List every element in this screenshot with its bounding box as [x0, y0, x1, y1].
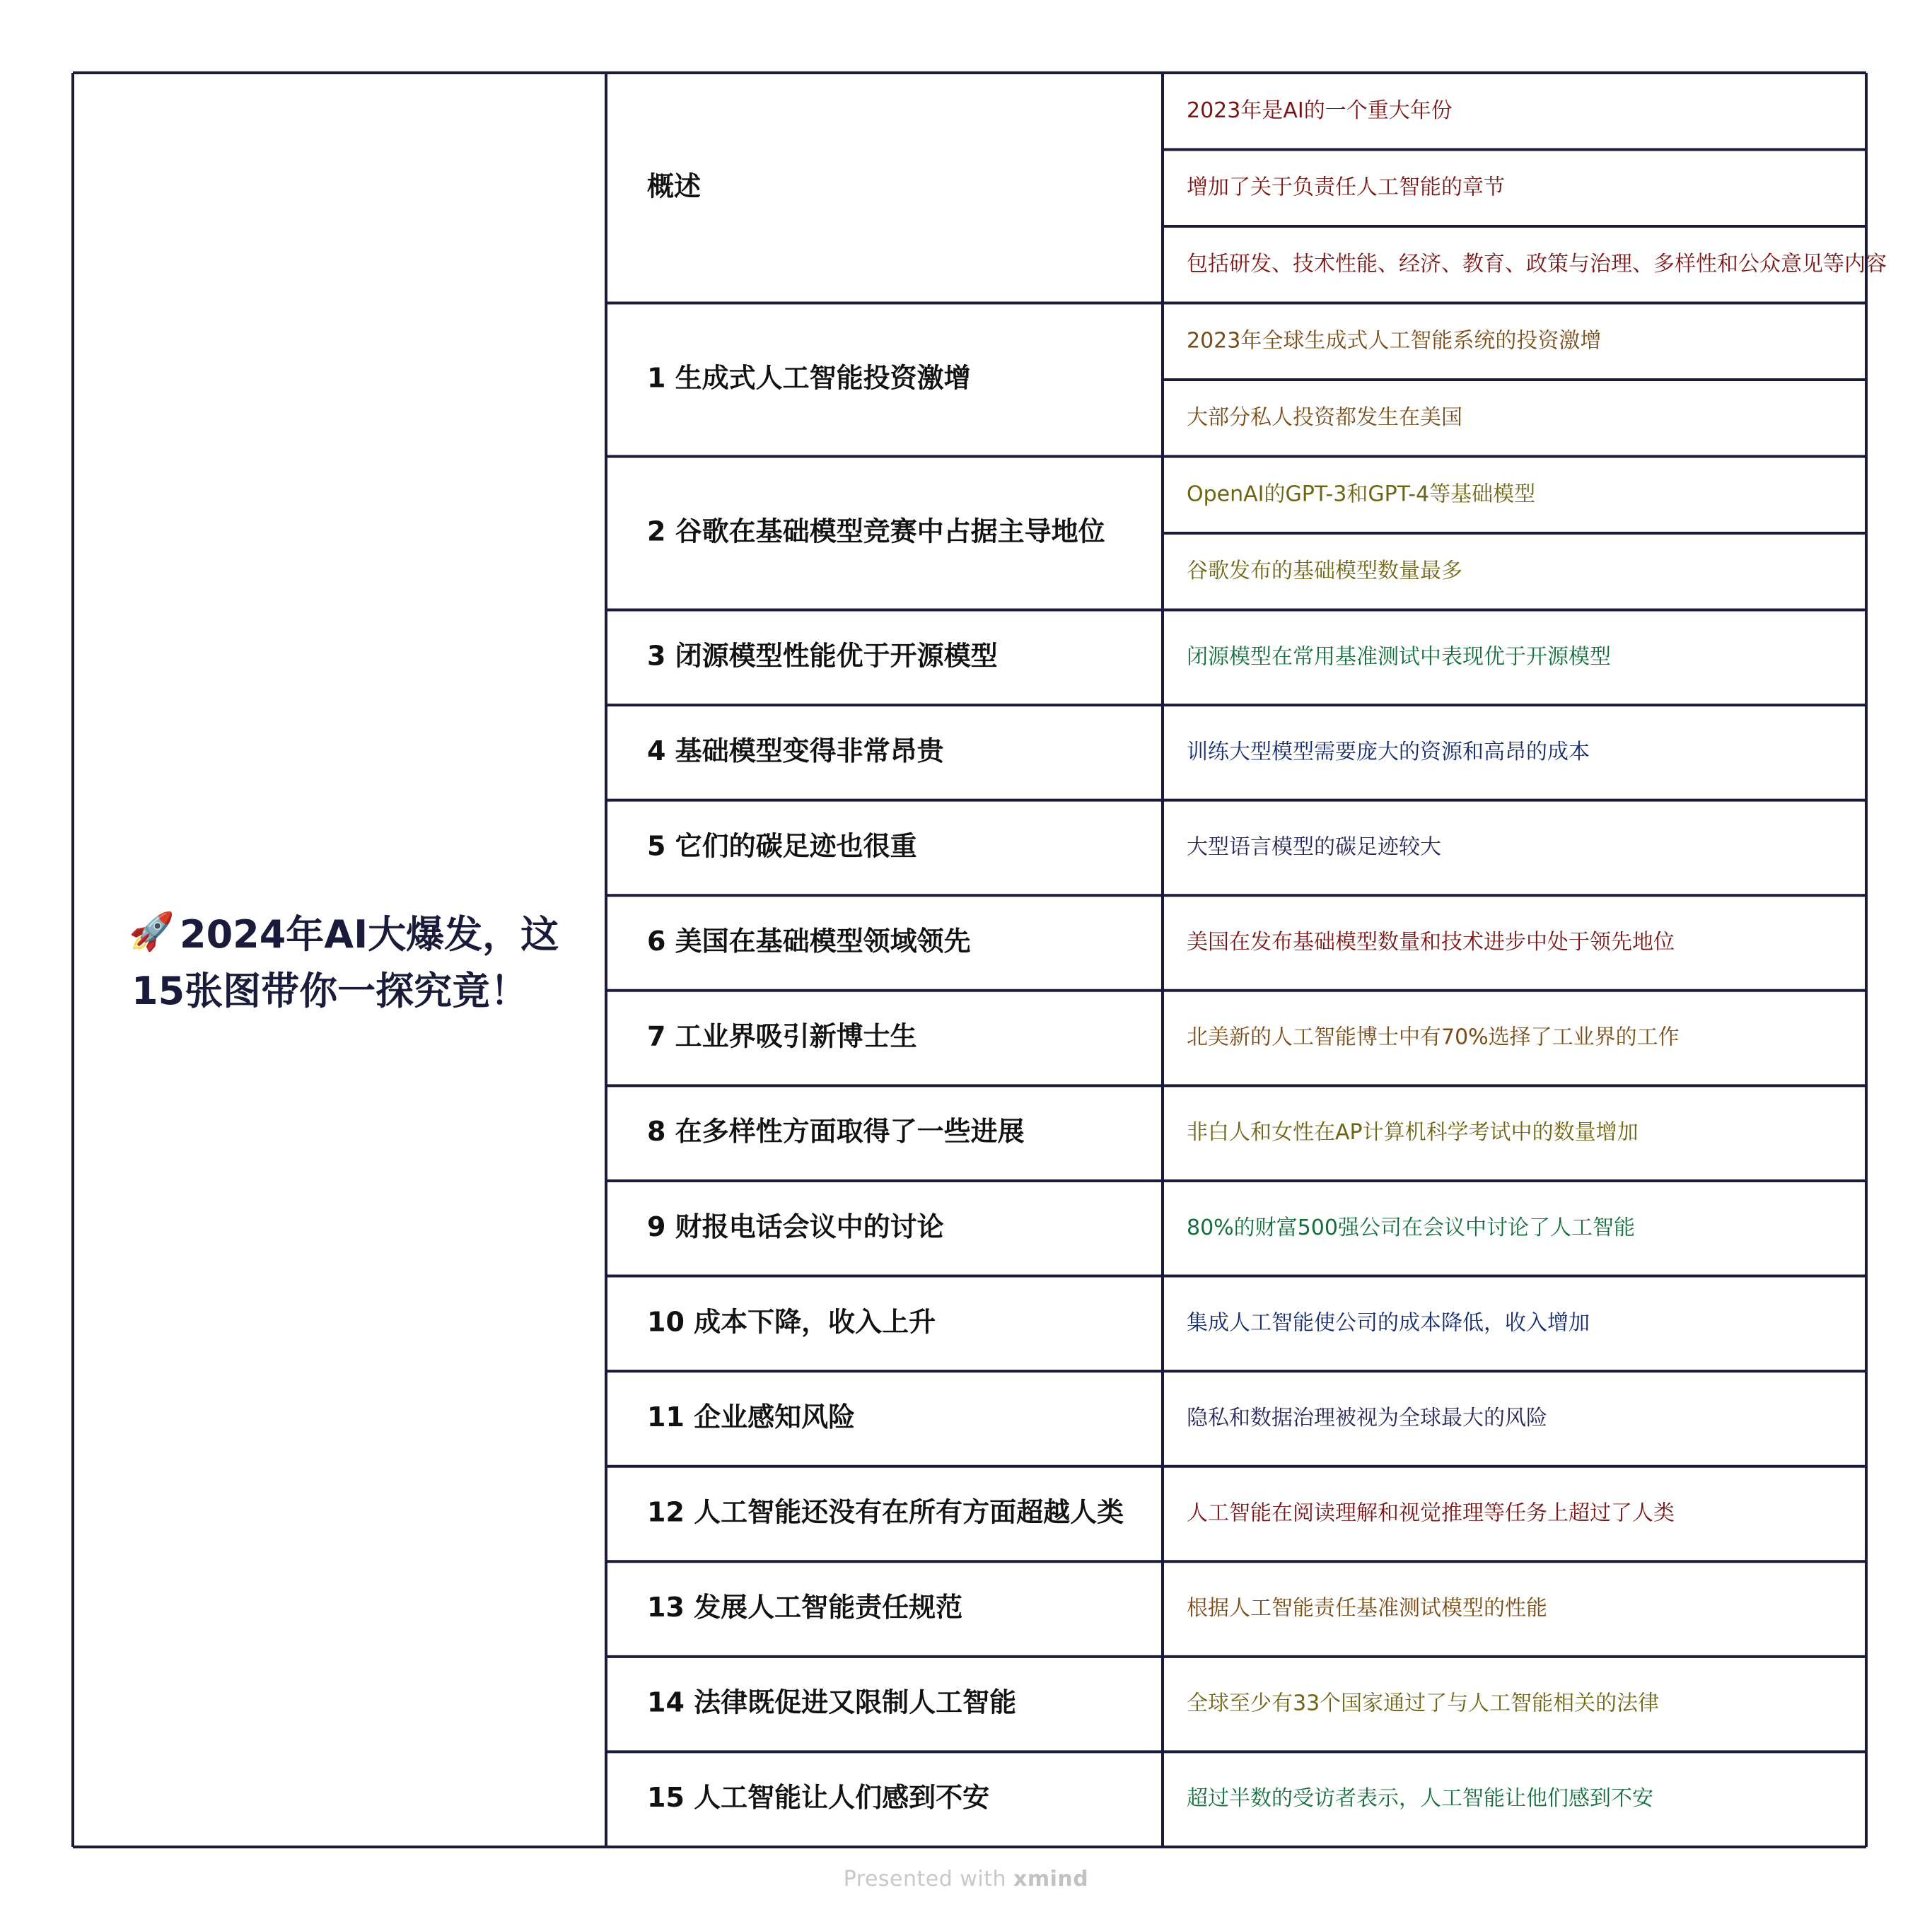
topic-label[interactable]: 7 工业界吸引新博士生 — [647, 1020, 917, 1052]
topic-label[interactable]: 5 它们的碳足迹也很重 — [647, 830, 917, 862]
topic-label[interactable]: 4 基础模型变得非常昂贵 — [647, 735, 944, 766]
detail-text[interactable]: 全球至少有33个国家通过了与人工智能相关的法律 — [1187, 1691, 1660, 1716]
topic-row[interactable] — [647, 1496, 1675, 1527]
detail-text[interactable]: 集成人工智能使公司的成本降低，收入增加 — [1187, 1310, 1590, 1336]
detail-text[interactable]: 隐私和数据治理被视为全球最大的风险 — [1187, 1405, 1547, 1430]
detail-text[interactable]: 80%的财富500强公司在会议中讨论了人工智能 — [1187, 1215, 1635, 1240]
xmind-brand: xmind — [1013, 1867, 1089, 1891]
topic-list — [647, 98, 1887, 1813]
detail-text[interactable]: 非白人和女性在AP计算机科学考试中的数量增加 — [1187, 1120, 1639, 1146]
topic-label[interactable]: 8 在多样性方面取得了一些进展 — [647, 1116, 1025, 1148]
topic-row[interactable] — [647, 926, 1675, 957]
topic-label[interactable]: 10 成本下降，收入上升 — [647, 1306, 936, 1338]
topic-label[interactable]: 9 财报电话会议中的讨论 — [647, 1211, 944, 1242]
detail-text[interactable]: 北美新的人工智能博士中有70%选择了工业界的工作 — [1187, 1025, 1680, 1050]
root-title-line2: 15张图带你一探究竟！ — [132, 969, 529, 1013]
topic-row[interactable] — [647, 830, 1441, 861]
topic-label[interactable]: 11 企业感知风险 — [647, 1401, 856, 1433]
topic-row[interactable] — [647, 98, 1887, 276]
detail-text[interactable]: 增加了关于负责任人工智能的章节 — [1187, 175, 1505, 200]
topic-row[interactable] — [647, 1782, 1653, 1813]
rocket-icon: 🚀 — [129, 911, 175, 953]
topic-label[interactable]: 13 发展人工智能责任规范 — [647, 1592, 963, 1624]
detail-text[interactable]: 根据人工智能责任基准测试模型的性能 — [1187, 1596, 1547, 1621]
presented-with-footer[interactable] — [0, 1867, 1932, 1891]
topic-label[interactable]: 2 谷歌在基础模型竞赛中占据主导地位 — [647, 515, 1105, 547]
detail-text[interactable]: OpenAI的GPT-3和GPT-4等基础模型 — [1187, 482, 1536, 507]
detail-text[interactable]: 人工智能在阅读理解和视觉推理等任务上超过了人类 — [1187, 1500, 1675, 1526]
topic-row[interactable] — [647, 1306, 1590, 1338]
topic-row[interactable] — [647, 735, 1590, 766]
detail-text[interactable]: 2023年全球生成式人工智能系统的投资激增 — [1187, 328, 1602, 354]
topic-label[interactable]: 12 人工智能还没有在所有方面超越人类 — [647, 1496, 1124, 1528]
topic-label[interactable]: 15 人工智能让人们感到不安 — [647, 1782, 990, 1814]
topic-row[interactable] — [647, 1116, 1639, 1147]
detail-text[interactable]: 超过半数的受访者表示，人工智能让他们感到不安 — [1187, 1786, 1653, 1812]
topic-row[interactable] — [647, 1401, 1547, 1433]
topic-row[interactable] — [647, 1211, 1635, 1242]
topic-row[interactable] — [647, 1687, 1659, 1718]
detail-text[interactable]: 闭源模型在常用基准测试中表现优于开源模型 — [1187, 644, 1611, 670]
topic-row[interactable] — [647, 1592, 1547, 1623]
topic-label[interactable]: 14 法律既促进又限制人工智能 — [647, 1686, 1017, 1718]
topic-label[interactable]: 3 闭源模型性能优于开源模型 — [647, 640, 998, 672]
detail-text[interactable]: 训练大型模型需要庞大的资源和高昂的成本 — [1187, 739, 1590, 764]
detail-text[interactable]: 大部分私人投资都发生在美国 — [1187, 404, 1462, 430]
detail-text[interactable]: 谷歌发布的基础模型数量最多 — [1187, 558, 1462, 583]
detail-text[interactable]: 美国在发布基础模型数量和技术进步中处于领先地位 — [1187, 930, 1675, 955]
root-topic[interactable] — [129, 910, 559, 1013]
detail-text[interactable]: 大型语言模型的碳足迹较大 — [1187, 834, 1441, 860]
footer-prefix: Presented with — [843, 1867, 1006, 1891]
topic-label[interactable]: 概述 — [647, 170, 702, 202]
detail-text[interactable]: 包括研发、技术性能、经济、教育、政策与治理、多样性和公众意见等内容 — [1187, 251, 1887, 276]
topic-label[interactable]: 6 美国在基础模型领域领先 — [647, 926, 971, 957]
root-title-line1: 2024年AI大爆发，这 — [180, 912, 559, 957]
detail-text[interactable]: 2023年是AI的一个重大年份 — [1187, 98, 1453, 123]
topic-label[interactable]: 1 生成式人工智能投资激增 — [647, 362, 971, 394]
topic-row[interactable] — [647, 640, 1611, 671]
